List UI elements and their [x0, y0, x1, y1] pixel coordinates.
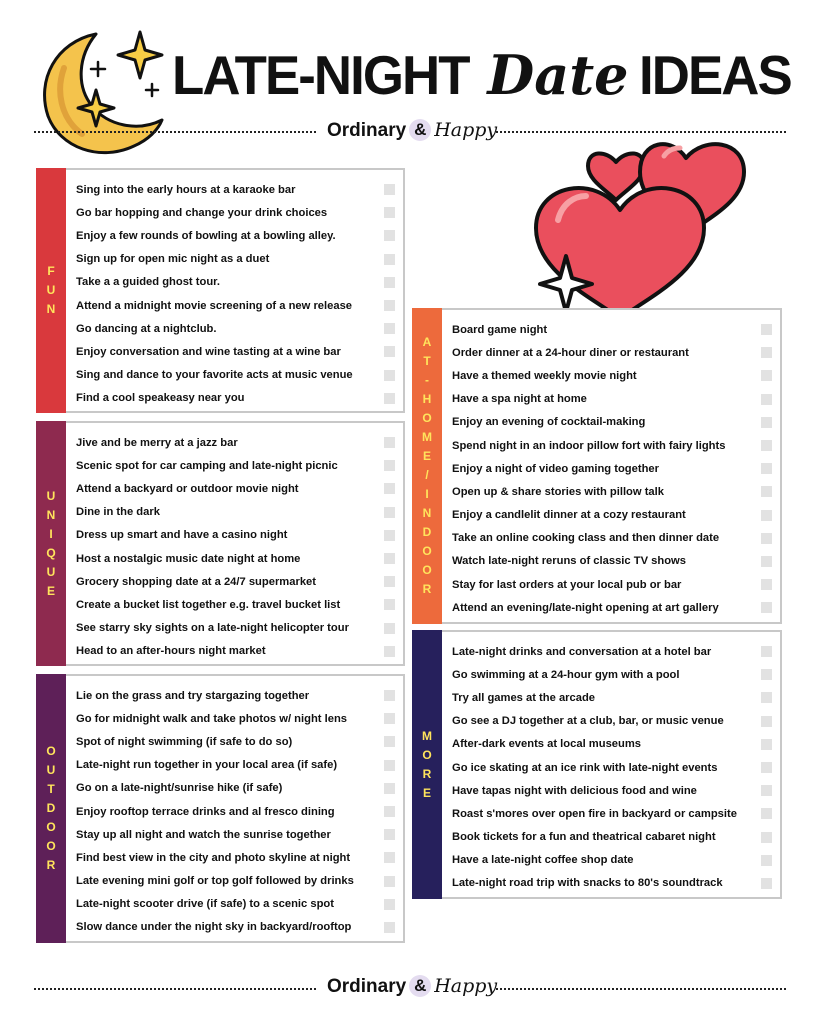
list-item [76, 547, 395, 570]
brand-ampersand: & [409, 119, 431, 141]
list-item [452, 640, 772, 663]
tab-letter: T [47, 782, 55, 796]
list-item-text: Sign up for open mic night as a duet [76, 253, 270, 266]
checkbox[interactable] [761, 739, 772, 750]
list-item-text: Attend an evening/late-night opening at art gallery [452, 601, 719, 614]
checkbox[interactable] [761, 463, 772, 474]
checkbox[interactable] [761, 855, 772, 866]
page-title [172, 40, 797, 110]
list-item [452, 527, 772, 550]
tab-letter: N [422, 506, 432, 520]
tab-letter: N [46, 302, 56, 316]
checkbox[interactable] [384, 852, 395, 863]
list-item [452, 504, 772, 527]
list-item [76, 524, 395, 547]
checkbox[interactable] [384, 576, 395, 587]
section-tab-unique [36, 421, 66, 666]
list-item [452, 364, 772, 387]
list-item [452, 573, 772, 596]
checkbox[interactable] [761, 762, 772, 773]
list-item-text: Go on a late-night/sunrise hike (if safe) [76, 782, 283, 795]
checkbox[interactable] [384, 460, 395, 471]
list-item [452, 733, 772, 756]
list-item-text: Slow dance under the night sky in backyard/rooftop [76, 921, 352, 934]
tab-letter: - [425, 373, 429, 387]
checkbox[interactable] [384, 553, 395, 564]
footer-brand-ampersand: & [409, 975, 431, 997]
list-item [76, 317, 395, 340]
tab-letter: Q [46, 545, 56, 560]
list-item-text: Attend a backyard or outdoor movie night [76, 482, 299, 495]
list-item [76, 777, 395, 800]
list-item-text: Late-night road trip with snacks to 80's soundtrack [452, 877, 723, 890]
checkbox[interactable] [384, 783, 395, 794]
checkbox[interactable] [384, 483, 395, 494]
checkbox[interactable] [384, 254, 395, 265]
list-item-text: Late-night run together in your local area (if safe) [76, 759, 338, 772]
list-item-text: Watch late-night reruns of classic TV shows [452, 555, 686, 568]
list-item-text: Late-night scooter drive (if safe) to a scenic spot [76, 898, 334, 911]
tab-letter: A [422, 335, 432, 349]
list-item-text: After-dark events at local museums [452, 738, 642, 751]
moon-stars-icon [34, 28, 174, 158]
tab-letter: H [422, 392, 432, 406]
list-item [76, 454, 395, 477]
list-item-text: Enjoy rooftop terrace drinks and al fresco dining [76, 805, 335, 818]
list-item [76, 707, 395, 730]
list-item [452, 663, 772, 686]
checkbox[interactable] [384, 690, 395, 701]
footer-divider-left [34, 988, 316, 990]
list-item [452, 686, 772, 709]
header-divider-left [34, 131, 316, 133]
tab-letter: U [46, 564, 56, 579]
list-item-text: Sing and dance to your favorite acts at music venue [76, 369, 353, 382]
checkbox[interactable] [384, 184, 395, 195]
checkbox[interactable] [761, 646, 772, 657]
tab-letter: / [425, 468, 429, 482]
list-item-text: Board game night [452, 323, 548, 336]
checkbox[interactable] [384, 922, 395, 933]
tab-letter: I [49, 526, 53, 541]
list-item-text: Go bar hopping and change your drink choices [76, 206, 328, 219]
checkbox[interactable] [761, 878, 772, 889]
list-item-text: Lie on the grass and try stargazing together [76, 689, 310, 702]
brand-script: Happy [434, 119, 498, 141]
list-item [452, 388, 772, 411]
tab-letter: D [46, 801, 56, 815]
header-brand-logo [327, 119, 497, 142]
list-item-text: Dine in the dark [76, 506, 160, 519]
list-item [452, 457, 772, 480]
list-item-text: Go swimming at a 24-hour gym with a pool [452, 668, 680, 681]
tab-letter: F [47, 264, 55, 278]
list-item [76, 800, 395, 823]
section-tab-more [412, 630, 442, 899]
tab-letter: N [46, 507, 56, 522]
section-tab-fun [36, 168, 66, 413]
hearts-illustration [528, 120, 758, 325]
list-item-text: Attend a midnight movie screening of a new release [76, 299, 353, 312]
tab-letter: O [422, 544, 432, 558]
list-item-text: Go see a DJ together at a club, bar, or music venue [452, 715, 724, 728]
list-item [76, 340, 395, 363]
footer-brand-name: Ordinary [327, 976, 407, 997]
tab-letter: O [422, 411, 432, 425]
section-outdoor [36, 674, 405, 943]
list-item [452, 318, 772, 341]
list-item-text: Spend night in an indoor pillow fort with fairy lights [452, 439, 726, 452]
tab-letter: U [46, 488, 56, 503]
list-item-text: Go dancing at a nightclub. [76, 322, 217, 335]
list-item-text: Have a spa night at home [452, 393, 587, 406]
list-item [76, 846, 395, 869]
list-item-text: Create a bucket list together e.g. travel bucket list [76, 598, 341, 611]
tab-letter: O [422, 563, 432, 577]
list-item [76, 823, 395, 846]
checkbox[interactable] [384, 876, 395, 887]
checkbox[interactable] [384, 646, 395, 657]
list-item-text: Late-night drinks and conversation at a hotel bar [452, 645, 712, 658]
footer-divider-right [496, 988, 786, 990]
tab-letter: O [422, 747, 432, 762]
list-item [452, 434, 772, 457]
checkbox[interactable] [761, 533, 772, 544]
checkbox[interactable] [384, 760, 395, 771]
list-item [452, 341, 772, 364]
list-item-text: Dress up smart and have a casino night [76, 529, 288, 542]
list-item-text: Host a nostalgic music date night at home [76, 552, 301, 565]
list-item [452, 550, 772, 573]
list-item [76, 870, 395, 893]
list-item-text: Enjoy a few rounds of bowling at a bowling alley. [76, 229, 336, 242]
list-item [452, 411, 772, 434]
checkbox[interactable] [384, 623, 395, 634]
section-tab-at-home [412, 308, 442, 624]
checkbox[interactable] [761, 832, 772, 843]
list-item [452, 480, 772, 503]
tab-letter: O [46, 839, 56, 853]
list-item [76, 730, 395, 753]
list-item [452, 826, 772, 849]
list-item [76, 201, 395, 224]
list-item-text: Go for midnight walk and take photos w/ night lens [76, 712, 347, 725]
section-unique [36, 421, 405, 666]
list-item [76, 754, 395, 777]
section-items-unique [76, 431, 395, 663]
list-item [452, 779, 772, 802]
section-at-home [412, 308, 782, 624]
checkbox[interactable] [761, 486, 772, 497]
tab-letter: R [422, 766, 432, 781]
checkbox[interactable] [761, 394, 772, 405]
section-items-at-home [452, 318, 772, 619]
list-item-text: Roast s'mores over open fire in backyard or campsite [452, 807, 737, 820]
tab-letter: E [422, 785, 431, 800]
list-item [76, 431, 395, 454]
checkbox[interactable] [384, 346, 395, 357]
tab-letter: O [46, 744, 56, 758]
section-more [412, 630, 782, 899]
checkbox[interactable] [761, 692, 772, 703]
list-item [76, 893, 395, 916]
checkbox[interactable] [761, 324, 772, 335]
list-item-text: Find a cool speakeasy near you [76, 392, 245, 405]
tab-letter: E [422, 449, 431, 463]
list-item [76, 294, 395, 317]
list-item [76, 640, 395, 663]
list-item [76, 617, 395, 640]
section-items-outdoor [76, 684, 395, 939]
list-item [452, 872, 772, 895]
list-item-text: Enjoy an evening of cocktail-making [452, 416, 646, 429]
list-item-text: Book tickets for a fun and theatrical cabaret night [452, 831, 716, 844]
footer-brand-script: Happy [434, 975, 498, 997]
list-item-text: See starry sky sights on a late-night helicopter tour [76, 622, 349, 635]
list-item-text: Enjoy a night of video gaming together [452, 462, 659, 475]
list-item-text: Jive and be merry at a jazz bar [76, 436, 238, 449]
list-item-text: Head to an after-hours night market [76, 645, 266, 658]
checkbox[interactable] [761, 510, 772, 521]
section-fun [36, 168, 405, 413]
title-part-3: IDEAS [638, 44, 791, 106]
list-item [452, 710, 772, 733]
tab-letter: M [422, 430, 432, 444]
checkbox[interactable] [761, 556, 772, 567]
list-item-text: Open up & share stories with pillow talk [452, 485, 664, 498]
checkbox[interactable] [384, 300, 395, 311]
tab-letter: U [46, 283, 56, 297]
list-item [452, 802, 772, 825]
list-item [76, 271, 395, 294]
checkbox[interactable] [384, 713, 395, 724]
list-item-text: Take a a guided ghost tour. [76, 276, 221, 289]
list-item-text: Scenic spot for car camping and late-night picnic [76, 459, 338, 472]
list-item [76, 178, 395, 201]
list-item [76, 570, 395, 593]
checkbox[interactable] [761, 440, 772, 451]
checkbox[interactable] [384, 207, 395, 218]
list-item-text: Find best view in the city and photo skyline at night [76, 851, 351, 864]
footer-brand-logo [327, 975, 497, 998]
title-part-2: Date [487, 43, 629, 107]
list-item [76, 684, 395, 707]
checkbox[interactable] [384, 829, 395, 840]
checkbox[interactable] [761, 669, 772, 680]
checkbox[interactable] [384, 530, 395, 541]
checkbox[interactable] [384, 323, 395, 334]
section-items-fun [76, 178, 395, 410]
checkbox[interactable] [384, 899, 395, 910]
list-item-text: Stay for last orders at your local pub or bar [452, 578, 682, 591]
list-item-text: Try all games at the arcade [452, 691, 596, 704]
list-item-text: Enjoy conversation and wine tasting at a wine bar [76, 345, 341, 358]
checkbox[interactable] [384, 599, 395, 610]
checkbox[interactable] [761, 579, 772, 590]
checkbox[interactable] [761, 417, 772, 428]
tab-letter: I [425, 487, 429, 501]
list-item [452, 756, 772, 779]
list-item-text: Grocery shopping date at a 24/7 supermarket [76, 575, 316, 588]
list-item-text: Spot of night swimming (if safe to do so) [76, 735, 293, 748]
checkbox[interactable] [384, 370, 395, 381]
tab-letter: M [422, 728, 432, 743]
list-item [76, 477, 395, 500]
checkbox[interactable] [384, 736, 395, 747]
list-item [76, 248, 395, 271]
list-item [76, 501, 395, 524]
title-part-1: LATE-NIGHT [172, 44, 469, 106]
section-tab-outdoor [36, 674, 66, 943]
list-item-text: Enjoy a candlelit dinner at a cozy restaurant [452, 509, 686, 522]
list-item [76, 593, 395, 616]
tab-letter: R [46, 858, 56, 872]
checkbox[interactable] [761, 785, 772, 796]
list-item-text: Take an online cooking class and then dinner date [452, 532, 720, 545]
list-item-text: Have a late-night coffee shop date [452, 854, 634, 867]
list-item [452, 596, 772, 619]
tab-letter: D [422, 525, 432, 539]
list-item-text: Have tapas night with delicious food and wine [452, 784, 697, 797]
list-item [76, 364, 395, 387]
checkbox[interactable] [761, 716, 772, 727]
tab-letter: E [46, 583, 55, 598]
list-item [76, 224, 395, 247]
checkbox[interactable] [384, 507, 395, 518]
list-item-text: Order dinner at a 24-hour diner or restaurant [452, 346, 689, 359]
list-item-text: Go ice skating at an ice rink with late-night events [452, 761, 718, 774]
tab-letter: U [46, 763, 56, 777]
list-item-text: Sing into the early hours at a karaoke bar [76, 183, 296, 196]
checkbox[interactable] [761, 347, 772, 358]
checkbox[interactable] [761, 808, 772, 819]
list-item-text: Have a themed weekly movie night [452, 369, 637, 382]
list-item-text: Late evening mini golf or top golf followed by drinks [76, 875, 354, 888]
checkbox[interactable] [384, 806, 395, 817]
checkbox[interactable] [761, 602, 772, 613]
list-item-text: Stay up all night and watch the sunrise together [76, 828, 331, 841]
checkbox[interactable] [384, 230, 395, 241]
checkbox[interactable] [761, 370, 772, 381]
tab-letter: O [46, 820, 56, 834]
tab-letter: R [422, 582, 432, 596]
list-item [76, 916, 395, 939]
brand-name: Ordinary [327, 120, 407, 141]
checkbox[interactable] [384, 393, 395, 404]
list-item [76, 387, 395, 410]
list-item [452, 849, 772, 872]
tab-letter: T [423, 354, 431, 368]
checkbox[interactable] [384, 277, 395, 288]
section-items-more [452, 640, 772, 895]
checkbox[interactable] [384, 437, 395, 448]
